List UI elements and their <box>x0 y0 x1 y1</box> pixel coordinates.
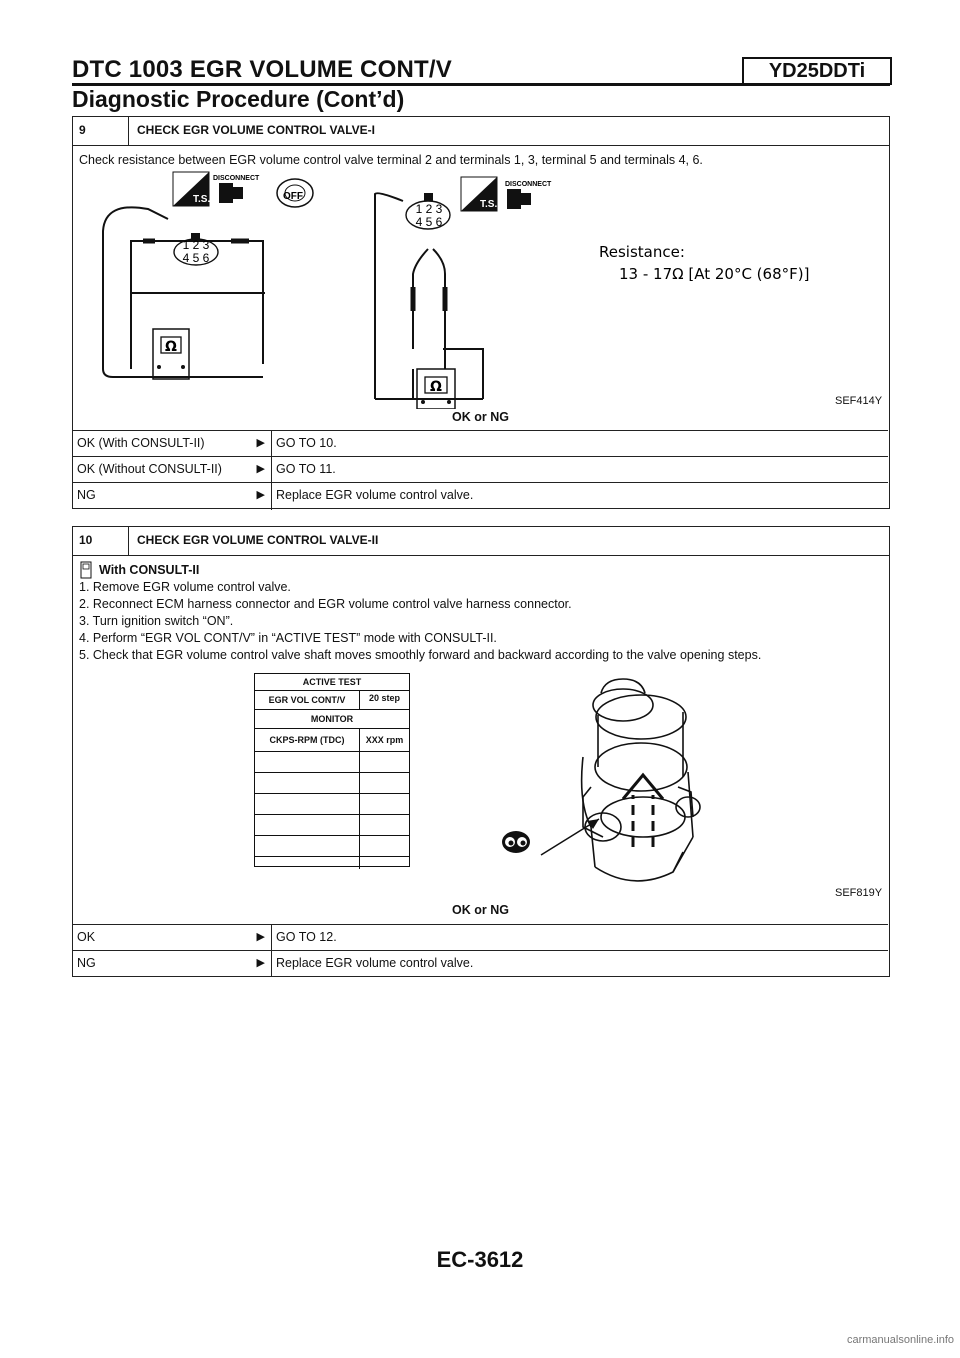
engine-model-badge: YD25DDTi <box>742 57 892 85</box>
step-9-title: CHECK EGR VOLUME CONTROL VALVE-I <box>137 123 376 137</box>
step-9-number: 9 <box>73 117 129 145</box>
result-row <box>73 924 888 950</box>
procedure-step: 5. Check that EGR volume control valve shaft moves smoothly forward and backward according to the valve opening steps. <box>79 648 762 662</box>
result-action: GO TO 12. <box>271 925 888 950</box>
result-condition: NG <box>77 488 96 502</box>
step-9-ok-ng: OK or NG <box>452 410 509 424</box>
step-9-instruction: Check resistance between EGR volume control valve terminal 2 and terminals 1, 3, terminal 5 and terminals 4, 6. <box>79 153 703 167</box>
right-ohm-symbol: Ω <box>430 379 442 395</box>
step-10-header <box>73 527 889 556</box>
step-9-header <box>73 117 889 146</box>
arrow-icon: ▶ <box>256 489 265 501</box>
inspection-eyes-icon <box>501 830 531 854</box>
arrow-icon: ▶ <box>256 931 265 943</box>
step-9-box <box>72 116 890 509</box>
active-test-item: EGR VOL CONT/V <box>255 691 360 709</box>
step-10-instructions <box>73 556 889 668</box>
section-title: DTC 1003 EGR VOLUME CONT/V <box>72 56 452 83</box>
result-row <box>73 950 888 977</box>
figure-ref-sef819y: SEF819Y <box>835 887 883 899</box>
procedure-step: 4. Perform “EGR VOL CONT/V” in “ACTIVE TEST” mode with CONSULT-II. <box>79 631 497 645</box>
left-connector-top: 1 2 3 <box>182 238 210 252</box>
left-connector-bottom: 4 5 6 <box>182 251 210 265</box>
result-action: Replace EGR volume control valve. <box>271 483 888 510</box>
egr-valve-illustration <box>483 667 743 897</box>
result-action: Replace EGR volume control valve. <box>271 951 888 977</box>
watermark: carmanualsonline.info <box>846 1334 954 1346</box>
page-number: EC-3612 <box>436 1247 524 1272</box>
procedure-step: 3. Turn ignition switch “ON”. <box>79 614 234 628</box>
active-test-value: 20 step <box>368 693 401 703</box>
result-row <box>73 430 888 456</box>
consult-screen <box>254 673 410 867</box>
page-subtitle: Diagnostic Procedure (Cont’d) <box>72 86 405 112</box>
right-connector-top: 1 2 3 <box>415 202 443 216</box>
result-action: GO TO 11. <box>271 457 888 482</box>
resistance-label: Resistance: <box>599 243 685 261</box>
result-condition: OK (With CONSULT-II) <box>77 436 205 450</box>
empty-monitor-rows <box>255 751 409 869</box>
step-10-ok-ng: OK or NG <box>452 903 509 917</box>
active-test-heading: ACTIVE TEST <box>302 677 362 687</box>
right-ts-label: T.S. <box>480 199 498 210</box>
figure-ref-sef414y: SEF414Y <box>835 395 883 407</box>
monitor-heading: MONITOR <box>255 709 409 728</box>
step-10-title: CHECK EGR VOLUME CONTROL VALVE-II <box>137 533 379 547</box>
left-ohm-symbol: Ω <box>165 339 177 355</box>
result-row <box>73 482 888 510</box>
with-consult-label: With CONSULT-II <box>99 562 200 577</box>
procedure-step: 2. Reconnect ECM harness connector and EGR volume control valve harness connector. <box>79 597 572 611</box>
resistance-value: 13 - 17Ω [At 20°C (68°F)] <box>619 265 810 283</box>
right-connector-bottom: 4 5 6 <box>415 215 443 229</box>
ignition-off-label: OFF <box>283 191 303 202</box>
arrow-icon: ▶ <box>256 437 265 449</box>
monitor-value: XXX rpm <box>365 735 404 745</box>
arrow-icon: ▶ <box>256 957 265 969</box>
step-10-number: 10 <box>73 527 129 555</box>
result-row <box>73 456 888 482</box>
arrow-icon: ▶ <box>256 463 265 475</box>
result-condition: OK <box>77 930 96 944</box>
procedure-step: 1. Remove EGR volume control valve. <box>79 580 291 594</box>
consult-icon <box>79 561 93 579</box>
step-10-box <box>72 526 890 977</box>
result-condition: NG <box>77 956 96 970</box>
resistance-check-diagram <box>73 169 888 409</box>
result-action: GO TO 10. <box>271 431 888 456</box>
left-disconnect-label: DISCONNECT <box>213 175 260 182</box>
monitor-item: CKPS-RPM (TDC) <box>255 729 360 751</box>
result-condition: OK (Without CONSULT-II) <box>77 462 222 476</box>
left-ts-label: T.S. <box>193 194 211 205</box>
right-disconnect-label: DISCONNECT <box>505 181 552 188</box>
